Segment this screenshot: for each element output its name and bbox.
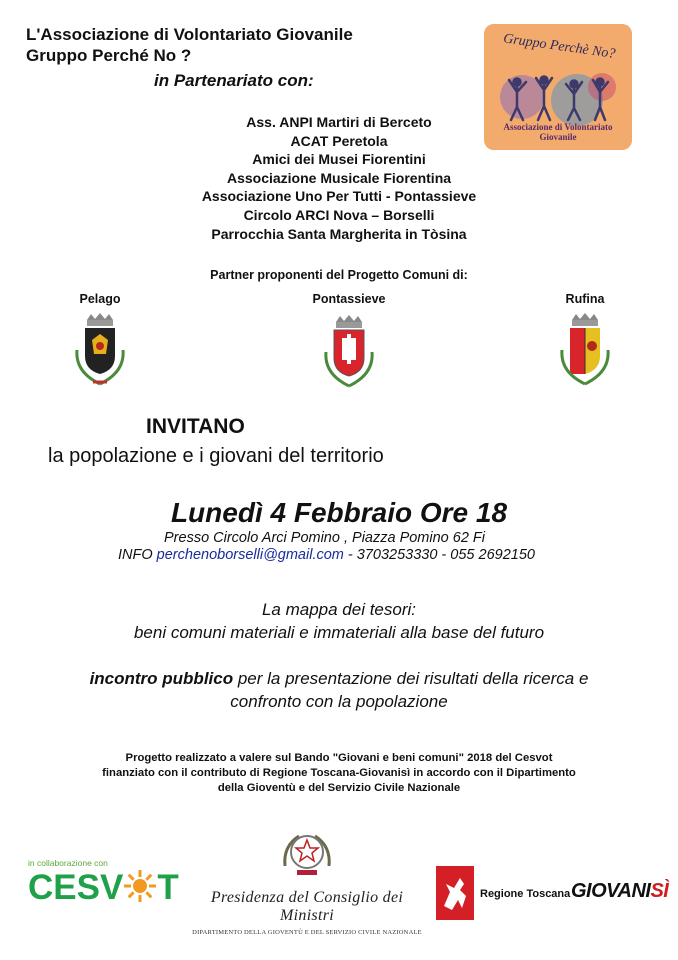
- footer-text: [0, 751, 678, 796]
- giovanisi-text-left: GIOVANI: [571, 880, 651, 902]
- footer-line2: finanziato con il contributo di Regione Toscana-Giovanisì in accordo con il Dipartimento: [102, 767, 576, 779]
- phone-numbers: - 3703253330 - 055 2692150: [347, 547, 535, 563]
- logo-top-text: Gruppo Perchè No?: [502, 31, 617, 62]
- event-date: Lunedì 4 Febbraio Ore 18: [170, 497, 508, 528]
- meeting-line2: confronto con la popolazione: [230, 692, 448, 711]
- invite-title: INVITANO: [146, 415, 245, 438]
- topic-subtitle: beni comuni materiali e immateriali alla base del futuro: [133, 623, 545, 642]
- sun-icon: [123, 869, 157, 903]
- footer-line3: della Gioventù e del Servizio Civile Nazionale: [217, 782, 461, 794]
- footer-line1: Progetto realizzato a valere sul Bando "Giovani e beni comuni" 2018 del Cesvot: [125, 752, 553, 764]
- regione-toscana-logo: [436, 866, 571, 922]
- comuni-title: Partner proponenti del Progetto Comuni di:: [210, 268, 468, 282]
- pelago-crest-icon: [65, 310, 135, 392]
- topic-title: La mappa dei tesori:: [261, 600, 417, 619]
- cesvot-logo: [28, 858, 178, 918]
- partner-item: ACAT Peretola: [290, 132, 388, 149]
- comune-pelago: [40, 292, 160, 397]
- italian-emblem-icon: [275, 826, 339, 882]
- meeting-line1: [0, 668, 678, 690]
- header-partnership: in Partenariato con:: [154, 71, 314, 90]
- header-group: Gruppo Perché No ?: [26, 46, 192, 65]
- collab-label: in collaborazione con: [28, 858, 108, 868]
- giovanisi-text-right: SÌ: [650, 880, 669, 902]
- partner-item: Amici dei Musei Fiorentini: [252, 151, 426, 168]
- pegasus-icon: [436, 866, 474, 920]
- presidenza-text: Presidenza del Consiglio dei Ministri: [210, 889, 404, 924]
- email-link[interactable]: perchenoborselli@gmail.com: [156, 547, 344, 563]
- logo-bottom-text: Associazione di Volontariato Giovanile: [503, 122, 613, 142]
- comune-rufina: [525, 292, 645, 397]
- partners-list: [0, 113, 678, 243]
- comune-rufina-label: Rufina: [565, 292, 605, 306]
- partner-item: Ass. ANPI Martiri di Berceto: [246, 114, 432, 130]
- comune-pontassieve-label: Pontassieve: [312, 292, 386, 306]
- meeting-bold: incontro pubblico: [89, 669, 234, 688]
- invite-subtitle: la popolazione e i giovani del territorio: [48, 445, 384, 467]
- giovanisi-logo: [571, 880, 668, 903]
- partner-item: Parrocchia Santa Margherita in Tòsina: [211, 225, 467, 242]
- pontassieve-crest-icon: [314, 310, 384, 392]
- partner-item: Associazione Musicale Fiorentina: [226, 169, 452, 186]
- cesvot-text-right: T: [157, 868, 179, 907]
- comune-pelago-label: Pelago: [79, 292, 121, 306]
- comune-pontassieve: [289, 292, 409, 397]
- event-place: Presso Circolo Arci Pomino , Piazza Pomino 62 Fi: [164, 530, 485, 546]
- regione-toscana-text: Regione Toscana: [480, 888, 571, 900]
- event-info: [118, 547, 535, 563]
- partner-item: Associazione Uno Per Tutti - Pontassieve: [201, 188, 477, 205]
- info-label: INFO: [118, 547, 153, 563]
- dipartimento-text: DIPARTIMENTO DELLA GIOVENTÙ E DEL SERVIZIO CIVILE NAZIONALE: [192, 929, 422, 936]
- cesvot-text-left: CESV: [28, 868, 124, 907]
- presidenza-logo: [188, 826, 426, 936]
- partner-item: Circolo ARCI Nova – Borselli: [243, 206, 435, 223]
- rufina-crest-icon: [550, 310, 620, 392]
- meeting-rest: per la presentazione dei risultati della ricerca e: [237, 669, 589, 688]
- header-association: L'Associazione di Volontariato Giovanile: [26, 25, 353, 44]
